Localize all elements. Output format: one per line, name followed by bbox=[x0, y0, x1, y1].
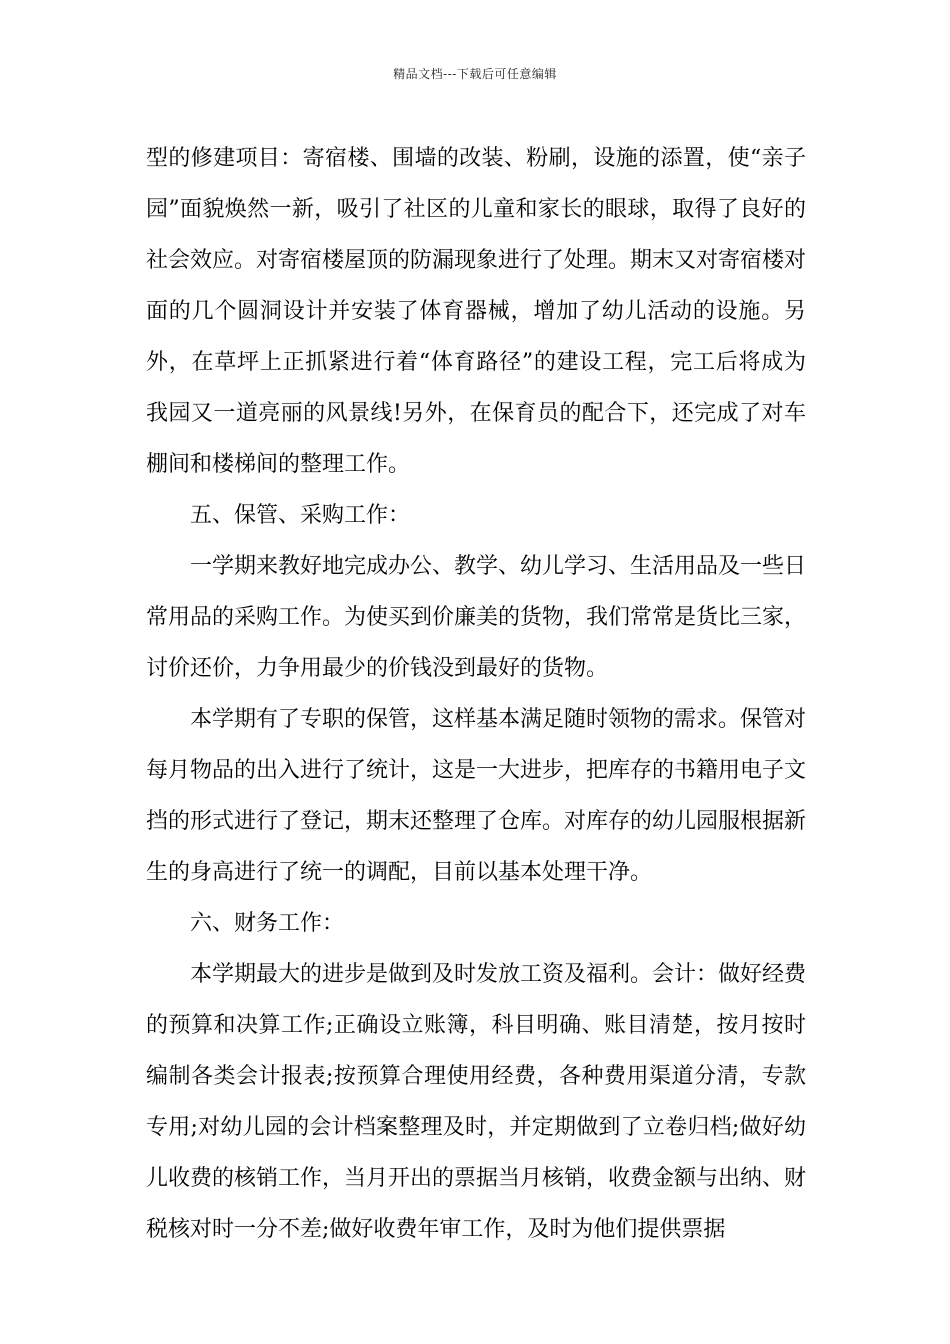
paragraph-purchasing: 一学期来教好地完成办公、教学、幼儿学习、生活用品及一些日常用品的采购工作。为使买到价廉美的货物，我们常常是货比三家，讨价还价，力争用最少的价钱没到最好的货物。 bbox=[146, 554, 807, 681]
section-heading-storage-purchasing: 五、保管、采购工作： bbox=[190, 503, 411, 528]
section-heading-finance: 六、财务工作： bbox=[190, 911, 345, 936]
document-body bbox=[146, 133, 806, 1255]
paragraph-finance: 本学期最大的进步是做到及时发放工资及福利。会计：做好经费的预算和决算工作;正确设立账簿，科目明确、账目清楚，按月按时编制各类会计报表;按预算合理使用经费，各种费用渠道分清，专款专用;对幼儿园的会计档案整理及时，并定期做到了立卷归档;做好幼儿收费的核销工作，当月开出的票据当月核销，收费金额与出纳、财税核对时一分不差;做好收费年审工作，及时为他们提供票据 bbox=[146, 962, 807, 1242]
paragraph-storage: 本学期有了专职的保管，这样基本满足随时领物的需求。保管对每月物品的出入进行了统计，这是一大进步，把库存的书籍用电子文挡的形式进行了登记，期末还整理了仓库。对库存的幼儿园服根据新生的身高进行了统一的调配，目前以基本处理干净。 bbox=[146, 707, 807, 885]
paragraph-facilities: 型的修建项目：寄宿楼、围墙的改装、粉刷，设施的添置，使“亲子园”面貌焕然一新，吸引了社区的儿童和家长的眼球，取得了良好的社会效应。对寄宿楼屋顶的防漏现象进行了处理。期末又对寄宿楼对面的几个圆洞设计并安装了体育器械，增加了幼儿活动的设施。另外，在草坪上正抓紧进行着“体育路径”的建设工程，完工后将成为我园又一道亮丽的风景线!另外，在保育员的配合下，还完成了对车棚间和楼梯间的整理工作。 bbox=[146, 146, 807, 477]
page-header: 精品文档---下载后可任意编辑 bbox=[393, 67, 557, 81]
